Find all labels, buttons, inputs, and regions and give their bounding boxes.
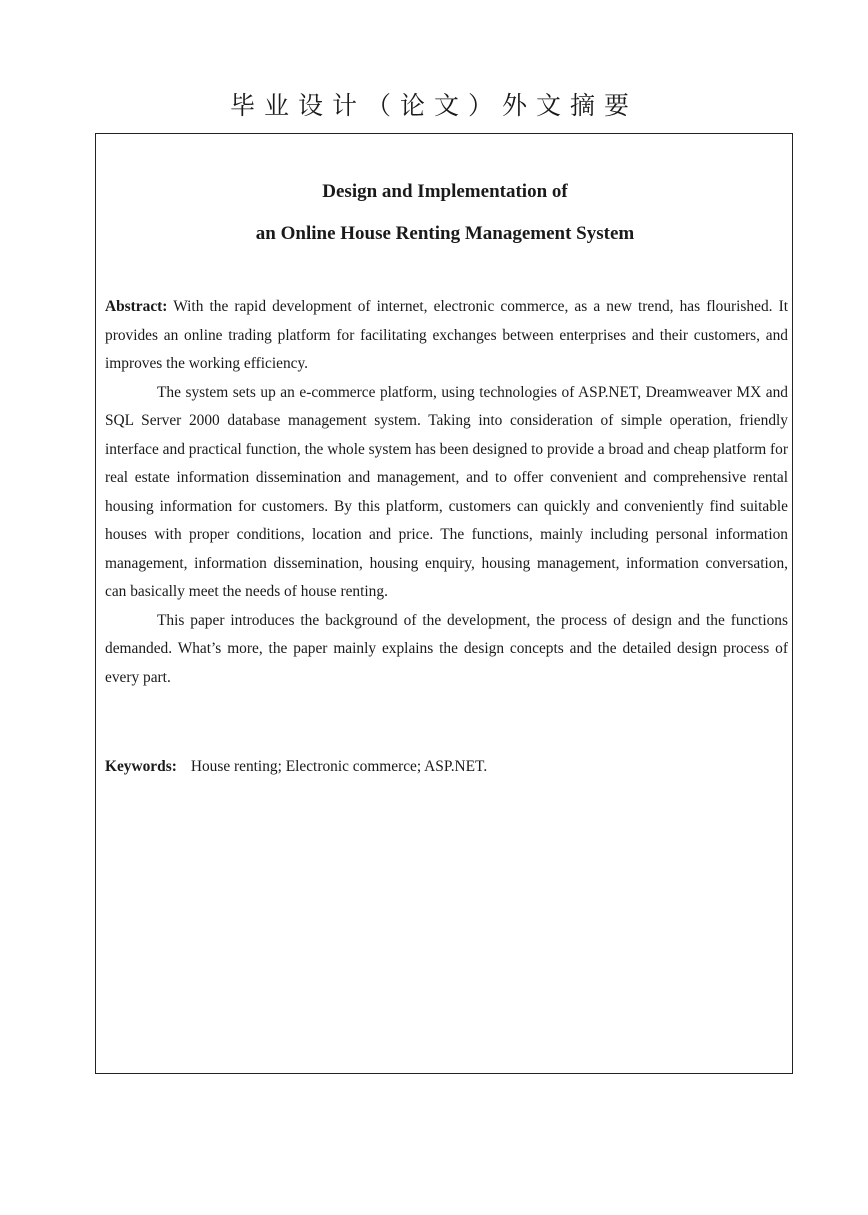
- document-title-line-2: an Online House Renting Management System: [255, 223, 635, 244]
- abstract-body: [105, 293, 788, 692]
- abstract-paragraph-2: The system sets up an e-commerce platform, using technologies of ASP.NET, Dreamweaver MX and SQL Server 2000 database management system. Taking into consideration of simple operation, friendly interface and practical function, the whole system has been designed to provide a broad and cheap platform for real estate information dissemination and management, and to offer convenient and comprehensive rental housing information for customers. By this platform, customers can quickly and conveniently find suitable houses with proper conditions, location and price. The functions, mainly including personal information management, information dissemination, housing enquiry, housing management, information conversation, can basically meet the needs of house renting.: [105, 383, 788, 600]
- abstract-paragraph-3: This paper introduces the background of the development, the process of design and the functions demanded. What’s more, the paper mainly explains the design concepts and the detailed design process of every part.: [105, 611, 788, 686]
- abstract-frame: [95, 133, 793, 1074]
- abstract-paragraph-1: [105, 293, 788, 379]
- abstract-label: Abstract:: [105, 298, 168, 315]
- page-heading: 毕业设计（论文）外文摘要: [229, 91, 638, 120]
- abstract-paragraph-1-text: With the rapid development of internet, electronic commerce, as a new trend, has flourished. It provides an online trading platform for facilitating exchanges between enterprises and their customers, and improves the working efficiency.: [105, 298, 788, 372]
- document-title-line-1: Design and Implementation of: [322, 181, 568, 202]
- keywords-value: House renting; Electronic commerce; ASP.NET.: [190, 758, 488, 775]
- keywords-label: Keywords:: [105, 758, 177, 775]
- keywords-line: [105, 753, 788, 781]
